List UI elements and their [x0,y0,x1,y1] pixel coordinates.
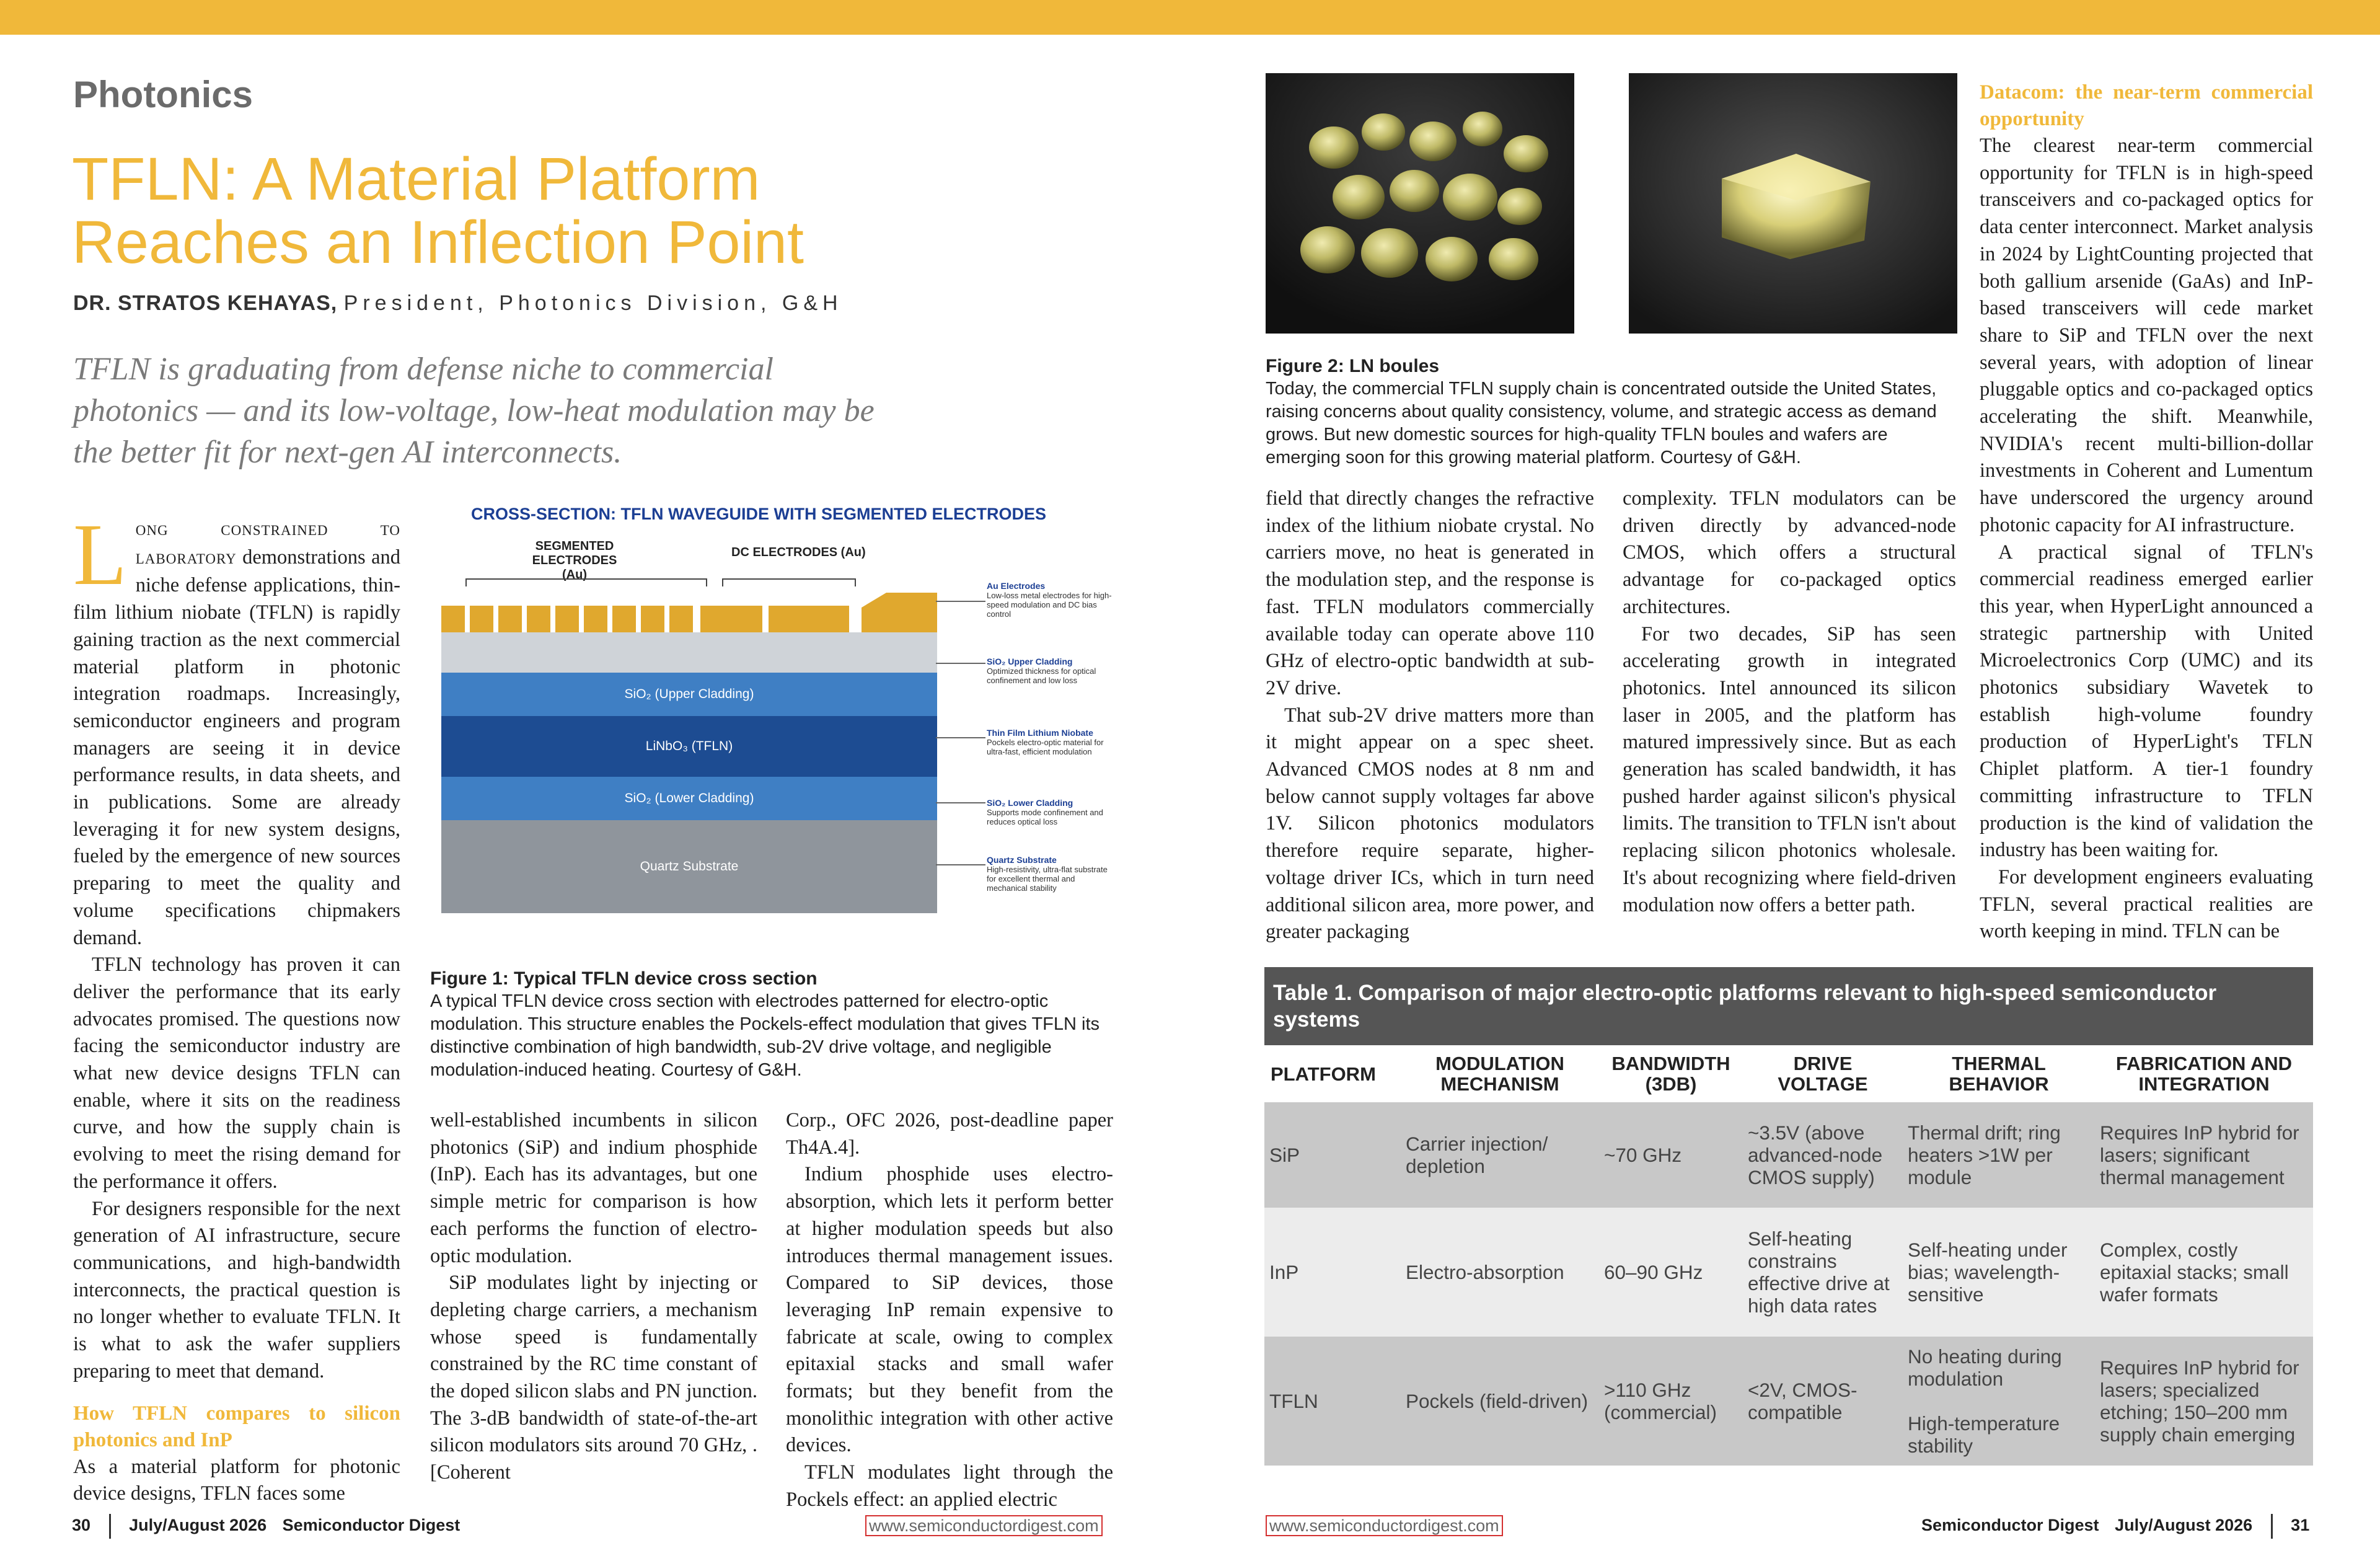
table-cell: ~70 GHz [1599,1102,1743,1208]
article-title: TFLN: A Material Platform Reaches an Inflection Point [72,145,804,276]
publication-left: Semiconductor Digest [282,1516,461,1535]
footer-divider [109,1514,111,1539]
figure-2-caption-label: Figure 2: LN boules [1266,356,1440,376]
drop-cap: L [73,505,127,603]
paragraph: well-established incumbents in silicon photonics (SiP) and indium phosphide (InP). Each has its advantages, but one simple metric for comparison is how each performs the function of electro-optic modulation. [430,1109,757,1267]
table-header: BANDWIDTH (3DB) [1611,1053,1730,1095]
subhead: How TFLN compares to silicon photonics and InP [73,1402,400,1451]
table-row [1264,1208,2313,1337]
table-cell: Self-heating under bias; wavelength-sensitive [1903,1208,2095,1337]
table-header: FABRICATION AND INTEGRATION [2115,1053,2293,1095]
paragraph: For designers responsible for the next generation of AI infrastructure, secure communications, and high-bandwidth interconnects, the practical question is no longer whether to evaluate TFLN. It is what to ask the wafer suppliers preparing to meet that demand. [73,1197,400,1382]
lead-in: ONG CONSTRAINED TO LABORATORY [135,523,400,567]
section-label: Photonics [73,74,253,115]
table-cell: >110 GHz (commercial) [1599,1337,1743,1466]
figure-2-caption [1266,355,1952,469]
left-footer [72,1514,460,1539]
right-footer [1921,1514,2309,1539]
figure-1-caption-text: A typical TFLN device cross section with electrodes patterned for electro-optic modulation. This structure enables the Pockels-effect modulation that gives TFLN its distinctive combination of high bandwidth, sub-2V drive voltage, and negligible modulation-induced heating. Courtesy of G&H. [430,991,1100,1080]
column-3 [786,1107,1113,1514]
table-cell: Pockels (field-driven) [1401,1337,1599,1466]
column-1 [73,505,400,1508]
table-cell: Electro-absorption [1401,1208,1599,1337]
website-link-right[interactable]: www.semiconductordigest.com [1266,1515,1503,1536]
paragraph: field that directly changes the refractive index of the lithium niobate crystal. No carriers move, no heat is generated in the modulation step, and the response is fast. TFLN modulators commercially available today can operate above 110 GHz of electro-optic bandwidth at sub-2V drive. [1266,487,1594,699]
paragraph: SiP modulates light by injecting or depleting charge carriers, a mechanism whose speed is fundamentally constrained by the RC time constant of the doped silicon slabs and PN junction. The 3-dB bandwidth of state-of-the-art silicon modulators sits around 70 GHz, . [Coherent [430,1272,757,1484]
dc-electrodes-label: DC ELECTRODES (Au) [731,546,866,559]
table-row [1264,1102,2313,1208]
figure-2-caption-text: Today, the commercial TFLN supply chain is concentrated outside the United States, raising concerns about quality consistency, volume, and strategic access as demand grows. But new domestic sources for high-quality TFLN boules and wafers are emerging soon for this growing material platform. Courtesy of G&H. [1266,379,1937,467]
column-4 [1266,485,1594,946]
table-header: DRIVE VOLTAGE [1778,1053,1868,1095]
annotation-leader-lines [936,583,992,893]
page-number-right: 31 [2291,1516,2310,1535]
layer-lower-cladding: SiO₂ (Lower Cladding) [441,777,937,820]
paragraph: For development engineers evaluating TFLN, several practical realities are worth keeping in mind. TFLN can be [1980,865,2313,943]
column-5 [1623,485,1956,919]
paragraph-text: demonstrations and niche defense applications, thin-film lithium niobate (TFLN) is rapidly gaining traction as the next commercial material platform in photonic integration roadmaps. Increasingly, semiconductor engineers and program managers are seeing it in device performance results, in data sheets, and in publications. Some are already leveraging it for new system designs, fueled by the emergence of new sources preparing to meet the quality and volume specifications chipmakers demand. [73,546,400,949]
table-header: PLATFORM [1271,1063,1376,1085]
paragraph: The clearest near-term commercial opportunity for TFLN is in high-speed transceivers and co-packaged optics for data center interconnect. Market analysis in 2024 by LightCounting projected that both gallium arsenide (GaAs) and InP-based transceivers will cede market share to SiP and TFLN over the next several years, with adoption of linear pluggable optics and co-packaged optics accelerating the shift. Meanwhile, NVIDIA's recent multi-billion-dollar investments in Coherent and Lumentum have underscored the urgency around photonic capacity for AI infrastructure. [1980,135,2313,536]
paragraph: Indium phosphide uses electro-absorption, which lets it perform better at higher modulation speeds but also introduces thermal management issues. Compared to SiP devices, those leveraging InP remain expensive to fabricate at scale, owing to complex epitaxial stacks and small wafer formats; but they benefit from the monolithic integration with other active devices. [786,1163,1113,1457]
issue-left: July/August 2026 [129,1516,267,1535]
publication-right: Semiconductor Digest [1921,1516,2099,1535]
issue-right: July/August 2026 [2115,1516,2253,1535]
table-cell: InP [1264,1208,1401,1337]
table-cell: Thermal drift; ring heaters >1W per module [1903,1102,2095,1208]
table-cell: 60–90 GHz [1599,1208,1743,1337]
paragraph: complexity. TFLN modulators can be driven directly by advanced-node CMOS, which offers a structural advantage for co-packaged optics architectures. [1623,487,1956,618]
column-6 [1980,79,2313,945]
annotation-au-electrodes: Au Electrodes Low-loss metal electrodes for high-speed modulation and DC bias control [987,581,1112,619]
top-accent-bar [0,0,2380,35]
layer-tfln: LiNbO₃ (TFLN) [441,716,937,777]
paragraph: Corp., OFC 2026, post-deadline paper Th4A.4]. [786,1109,1113,1159]
table-cell: Requires InP hybrid for lasers; specialized etching; 150–200 mm supply chain emerging [2095,1337,2313,1466]
table-cell: ~3.5V (above advanced-node CMOS supply) [1743,1102,1903,1208]
table-grid [1264,1045,2313,1466]
article-deck: TFLN is graduating from defense niche to commercial photonics — and its low-voltage, low-heat modulation may be the better fit for next-gen AI interconnects. [73,352,875,470]
table-cell: TFLN [1264,1337,1401,1466]
electrode-strip [434,589,992,635]
table-cell: Self-heating constrains effective drive at high data rates [1743,1208,1903,1337]
table-title: Table 1. Comparison of major electro-optic platforms relevant to high-speed semiconductor systems [1264,967,2313,1045]
subhead: Datacom: the near-term commercial opportunity [1980,81,2313,130]
author-role: President, Photonics Division, G&H [343,291,843,315]
paragraph: As a material platform for photonic device designs, TFLN faces some [73,1455,400,1505]
footer-divider [2271,1514,2273,1539]
boules-group-image [1266,73,1574,334]
table-cell: Complex, costly epitaxial stacks; small wafer formats [2095,1208,2313,1337]
table-cell: SiP [1264,1102,1401,1208]
single-boule-image [1629,73,1957,334]
author-name: DR. STRATOS KEHAYAS, [73,291,338,315]
annotation-quartz-substrate: Quartz Substrate High-resistivity, ultra-flat substrate for excellent thermal and mechanical stability [987,855,1108,893]
table-header-row [1264,1045,2313,1102]
annotation-lower-cladding: SiO₂ Lower Cladding Supports mode confinement and reduces optical loss [987,798,1103,826]
annotation-tfln: Thin Film Lithium Niobate Pockels electro-optic material for ultra-fast, efficient modulation [987,728,1104,756]
segmented-electrodes-label: SEGMENTED ELECTRODES (Au) [532,539,617,582]
table-header: MODULATION MECHANISM [1435,1053,1564,1095]
layer-quartz-substrate: Quartz Substrate [441,820,937,913]
table-cell: Carrier injection/ depletion [1401,1102,1599,1208]
ln-boules-photo-group [1266,73,1574,334]
website-link-left[interactable]: www.semiconductordigest.com [865,1515,1103,1536]
ln-boule-single-photo [1629,73,1957,334]
byline [73,291,843,316]
top-gray-layer [441,632,937,673]
comparison-table [1264,967,2313,1466]
figure-1-caption [430,967,1112,1082]
layer-upper-cladding: SiO₂ (Upper Cladding) [441,673,937,716]
paragraph: TFLN modulates light through the Pockels effect: an applied electric [786,1461,1113,1511]
paragraph [73,505,400,952]
table-cell: No heating during modulation High-temperature stability [1903,1337,2095,1466]
paragraph: TFLN technology has proven it can deliver the performance that its early advocates promised. The questions now facing the semiconductor industry are what new device designs TFLN can enable, where it sits on the readiness curve, and how the supply chain is evolving to meet the rising demand for the performance it offers. [73,953,400,1193]
figure-1-caption-label: Figure 1: Typical TFLN device cross section [430,968,818,989]
paragraph: For two decades, SiP has seen accelerating growth in integrated photonics. Intel announced its silicon laser in 2005, and the platform has matured impressively since. But as each generation has scaled bandwidth, it has pushed harder against silicon's physical limits. The transition to TFLN isn't about replacing silicon photonics wholesale. It's about recognizing where field-driven modulation now offers a better path. [1623,622,1956,916]
table-header: THERMAL BEHAVIOR [1949,1053,2049,1095]
paragraph: That sub-2V drive matters more than it might appear on a spec sheet. Advanced CMOS nodes at 8 nm and below cannot supply voltages far above 1V. Silicon photonics modulators therefore require separate, higher-voltage driver ICs, which in turn need additional silicon area, more power, and greater packaging [1266,704,1594,944]
table-row [1264,1337,2313,1466]
page-number-left: 30 [72,1516,91,1535]
table-cell: Requires InP hybrid for lasers; significant thermal management [2095,1102,2313,1208]
table-cell: <2V, CMOS-compatible [1743,1337,1903,1466]
paragraph: A practical signal of TFLN's commercial readiness emerged earlier this year, when HyperLight announced a strategic partnership with United Microelectronics Corp (UMC) and its photonics subsidiary Wavetek to establish high-volume foundry production of HyperLight's TFLN Chiplet platform. A tier-1 foundry committing infrastructure to TFLN production is the kind of validation the industry has been waiting for. [1980,541,2313,862]
column-2 [430,1107,757,1487]
diagram-title: CROSS-SECTION: TFLN WAVEGUIDE WITH SEGMENTED ELECTRODES [471,505,1047,523]
annotation-upper-cladding: SiO₂ Upper Cladding Optimized thickness for optical confinement and low loss [987,657,1096,685]
